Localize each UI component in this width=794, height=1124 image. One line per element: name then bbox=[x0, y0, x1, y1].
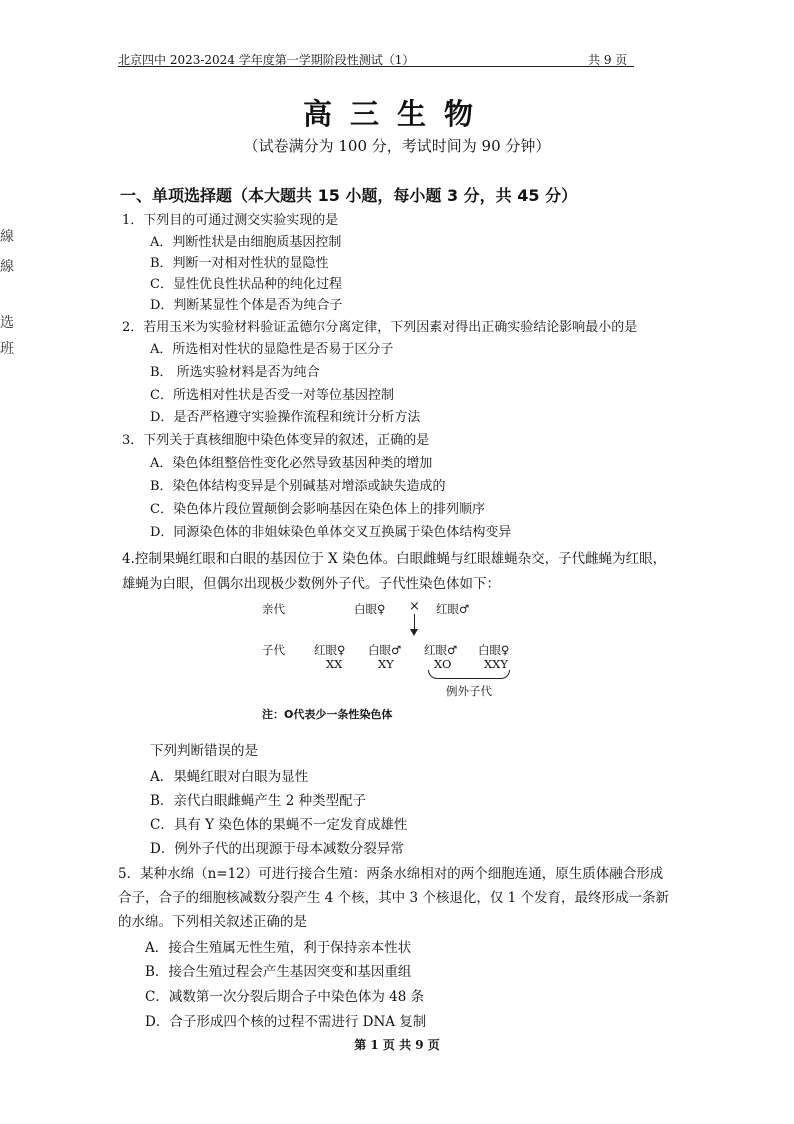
question-4-option-b: B．亲代白眼雌蝇产生 2 种类型配子 bbox=[150, 793, 367, 809]
question-2-option-a: A．所选相对性状的显隐性是否易于区分子 bbox=[150, 342, 394, 357]
question-5-option-a: A．接合生殖属无性生殖，利于保持亲本性状 bbox=[145, 940, 412, 956]
exception-brace bbox=[428, 670, 510, 679]
question-2-option-c: C．所选相对性状是否受一对等位基因控制 bbox=[150, 388, 394, 403]
question-5-stem-line: 的水绵。下列相关叙述正确的是 bbox=[118, 914, 307, 930]
offspring-genotype: XO bbox=[434, 657, 452, 671]
question-4-prompt: 下列判断错误的是 bbox=[150, 743, 258, 759]
question-5-option-c: C．减数第一次分裂后期合子中染色体为 48 条 bbox=[145, 989, 425, 1005]
offspring-genotype: XX bbox=[326, 657, 343, 671]
header-page-count: 共 9 页 bbox=[588, 53, 628, 67]
question-2-option-d: D．是否严格遵守实验操作流程和统计分析方法 bbox=[150, 410, 421, 425]
question-3-stem: 3．下列关于真核细胞中染色体变异的叙述，正确的是 bbox=[122, 433, 430, 448]
question-5-option-b: B．接合生殖过程会产生基因突变和基因重组 bbox=[145, 964, 412, 980]
question-3-option-d: D．同源染色体的非姐妹染色单体交叉互换属于染色体结构变异 bbox=[150, 525, 512, 540]
diagram-note: 注：O代表少一条性染色体 bbox=[262, 708, 393, 721]
header-school-test: 北京四中 2023-2024 学年度第一学期阶段性测试（1） bbox=[118, 53, 415, 67]
question-3-option-b: B．染色体结构变异是个别碱基对增添或缺失造成的 bbox=[150, 479, 446, 494]
exception-label: 例外子代 bbox=[446, 684, 492, 698]
question-4-stem-line: 雄蝇为白眼，但偶尔出现极少数例外子代。子代性染色体如下： bbox=[122, 576, 500, 592]
question-5-option-d: D．合子形成四个核的过程不需进行 DNA 复制 bbox=[145, 1014, 427, 1030]
margin-char: 选 bbox=[0, 315, 14, 331]
parent-male: 红眼♂ bbox=[436, 602, 470, 616]
question-3-option-c: C．染色体片段位置颠倒会影响基因在染色体上的排列顺序 bbox=[150, 502, 485, 517]
question-3-option-a: A．染色体组整倍性变化必然导致基因种类的增加 bbox=[150, 456, 433, 471]
parent-female: 白眼♀ bbox=[354, 602, 386, 616]
question-4-option-d: D．例外子代的出现源于母本减数分裂异常 bbox=[150, 841, 404, 857]
question-4-option-c: C．具有 Y 染色体的果蝇不一定发育成雄性 bbox=[150, 817, 408, 833]
offspring-phenotype: 红眼♂ bbox=[424, 643, 458, 657]
question-1-option-d: D．判断某显性个体是否为纯合子 bbox=[150, 298, 343, 313]
margin-char: 線 bbox=[0, 259, 14, 275]
question-2-option-b: B． 所选实验材料是否为纯合 bbox=[150, 365, 320, 380]
question-5-stem-line: 5．某种水绵（n=12）可进行接合生殖：两条水绵相对的两个细胞连通，原生质体融合形成 bbox=[118, 866, 664, 882]
cross-symbol: × bbox=[409, 599, 420, 614]
offspring-generation-label: 子代 bbox=[262, 643, 285, 657]
question-1-stem: 1．下列目的可通过测交实验实现的是 bbox=[122, 213, 339, 228]
page-subtitle: （试卷满分为 100 分，考试时间为 90 分钟） bbox=[243, 137, 551, 155]
page-title: 高三生物 bbox=[302, 97, 491, 131]
offspring-phenotype: 白眼♂ bbox=[368, 643, 402, 657]
section-heading: 一、单项选择题（本大题共 15 小题，每小题 3 分，共 45 分） bbox=[120, 186, 578, 205]
margin-char: 班 bbox=[0, 341, 14, 357]
question-4-stem-line: 4.控制果蝇红眼和白眼的基因位于 X 染色体。白眼雌蝇与红眼雄蝇杂交，子代雌蝇为红眼， bbox=[122, 551, 667, 567]
margin-char: 線 bbox=[0, 229, 14, 245]
offspring-genotype: XXY bbox=[484, 657, 508, 671]
question-5-stem-line: 合子，合子的细胞核减数分裂产生 4 个核，其中 3 个核退化，仅 1 个发育，最终形成一条新 bbox=[118, 890, 670, 906]
parent-generation-label: 亲代 bbox=[262, 602, 285, 616]
offspring-phenotype: 红眼♀ bbox=[314, 643, 346, 657]
page-footer: 第 1 页 共 9 页 bbox=[354, 1038, 440, 1052]
question-2-stem: 2．若用玉米为实验材料验证孟德尔分离定律，下列因素对得出正确实验结论影响最小的是 bbox=[122, 320, 638, 335]
question-1-option-b: B．判断一对相对性状的显隐性 bbox=[150, 256, 329, 271]
question-4-option-a: A．果蝇红眼对白眼为显性 bbox=[150, 769, 309, 785]
offspring-genotype: XY bbox=[378, 657, 394, 671]
question-1-option-a: A．判断性状是由细胞质基因控制 bbox=[150, 235, 342, 250]
question-1-option-c: C．显性优良性状品种的纯化过程 bbox=[150, 277, 342, 292]
header-rule bbox=[118, 66, 634, 67]
cross-arrowhead bbox=[410, 629, 418, 636]
offspring-phenotype: 白眼♀ bbox=[478, 643, 510, 657]
